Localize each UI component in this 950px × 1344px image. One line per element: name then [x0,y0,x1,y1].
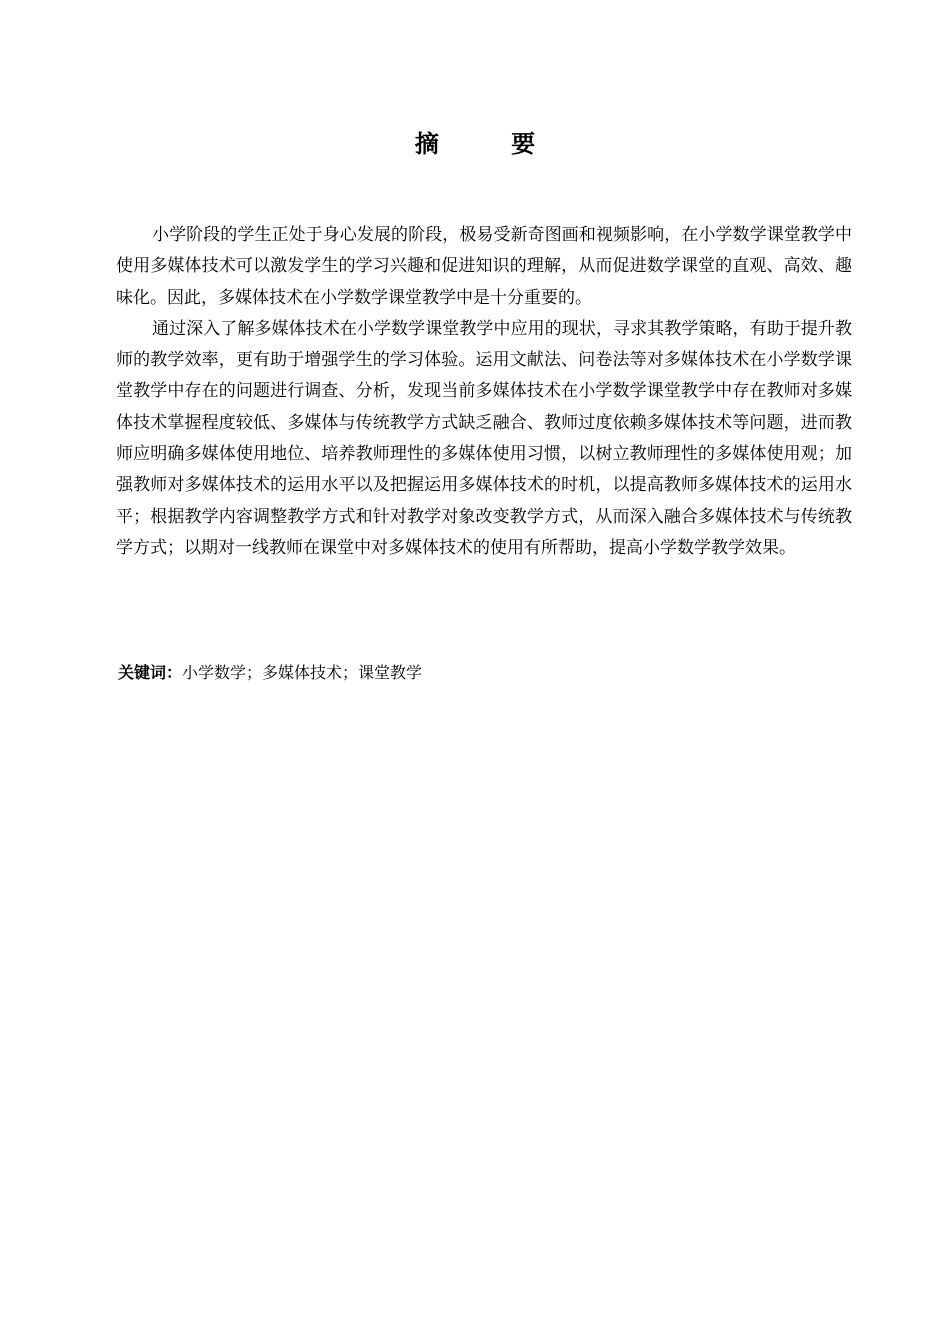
abstract-paragraph-1: 小学阶段的学生正处于身心发展的阶段，极易受新奇图画和视频影响，在小学数学课堂教学中使用多媒体技术可以激发学生的学习兴趣和促进知识的理解，从而促进数学课堂的直观、高效、趣味化。因此，多媒体技术在小学数学课堂教学中是十分重要的。 [116,225,852,308]
abstract-body [116,220,852,564]
abstract-paragraph-2: 通过深入了解多媒体技术在小学数学课堂教学中应用的现状，寻求其教学策略，有助于提升教师的教学效率，更有助于增强学生的学习体验。运用文献法、问卷法等对多媒体技术在小学数学课堂教学中存在的问题进行调查、分析，发现当前多媒体技术在小学数学课堂教学中存在教师对多媒体技术掌握程度较低、多媒体与传统教学方式缺乏融合、教师过度依赖多媒体技术等问题，进而教师应明确多媒体使用地位、培养教师理性的多媒体使用习惯，以树立教师理性的多媒体使用观；加强教师对多媒体技术的运用水平以及把握运用多媒体技术的时机，以提高教师多媒体技术的运用水平；根据教学内容调整教学方式和针对教学对象改变教学方式，从而深入融合多媒体技术与传统教学方式；以期对一线教师在课堂中对多媒体技术的使用有所帮助，提高小学数学教学效果。 [116,318,852,558]
page-title: 摘 要 [414,130,568,158]
keywords-label: 关键词： [118,663,183,682]
keywords-text: 小学数学；多媒体技术；课堂教学 [182,663,423,682]
keywords-line [118,660,422,686]
